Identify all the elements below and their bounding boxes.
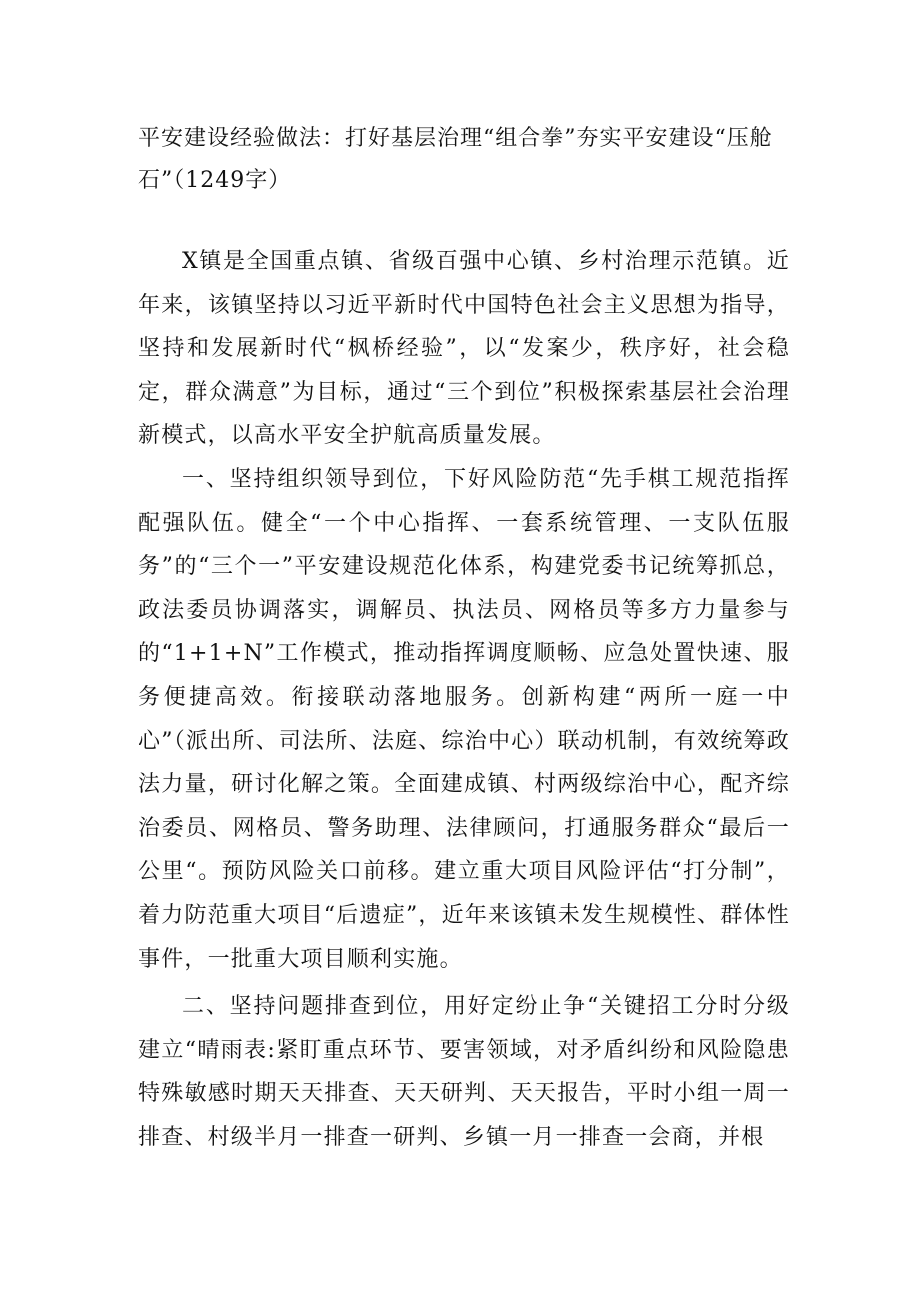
paragraph-section-2: 二、坚持问题排查到位，用好定纷止争“关键招工分时分级建立“晴雨表:紧盯重点环节、要害领域，对矛盾纠纷和风险隐患特殊敏感时期天天排查、天天研判、天天报告，平时小组一周一排查、村级半月一排查一研判、乡镇一月一排查一会商，并根 — [138, 994, 790, 1150]
document-title: 平安建设经验做法：打好基层治理“组合拳”夯实平安建设“压舱石”（1249字） — [138, 126, 773, 193]
paragraph-intro: X镇是全国重点镇、省级百强中心镇、乡村治理示范镇。近年来，该镇坚持以习近平新时代中国特色社会主义思想为指导，坚持和发展新时代“枫桥经验”，以“发案少，秩序好，社会稳定，群众满意”为目标，通过“三个到位”积极探索基层社会治理新模式，以高水平安全护航高质量发展。 — [138, 249, 790, 449]
document-body — [138, 240, 790, 1159]
paragraph-section-1: 一、坚持组织领导到位，下好风险防范“先手棋工规范指挥配强队伍。健全“一个中心指挥、一套系统管理、一支队伍服务”的“三个一”平安建设规范化体系，构建党委书记统筹抓总，政法委员协调落实，调解员、执法员、网格员等多方力量参与的“1+1+N”工作模式，推动指挥调度顺畅、应急处置快速、服务便捷高效。衔接联动落地服务。创新构建“两所一庭一中心”（派出所、司法所、法庭、综治中心）联动机制，有效统筹政法力量，研讨化解之策。全面建成镇、村两级综治中心，配齐综治委员、网格员、警务助理、法律顾问，打通服务群众“最后一公里“。预防风险关口前移。建立重大项目风险评估“打分制”，着力防范重大项目“后遗症”，近年来该镇未发生规模性、群体性事件，一批重大项目顺利实施。 — [138, 466, 790, 972]
